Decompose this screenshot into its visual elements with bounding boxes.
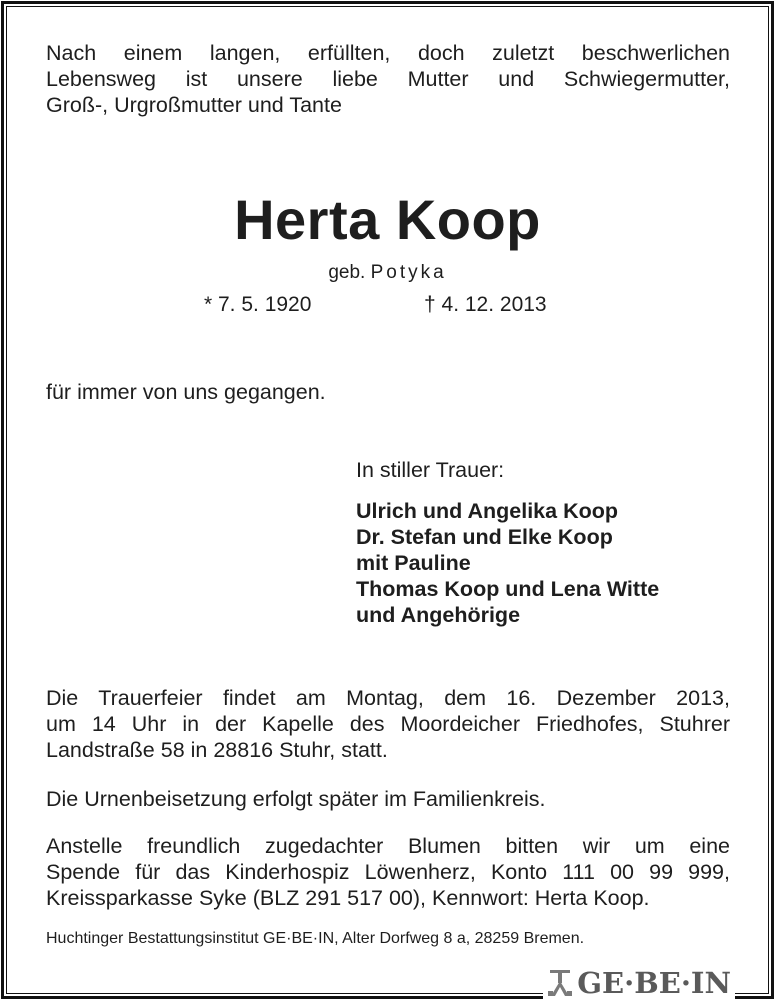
deceased-name: Herta Koop	[234, 188, 541, 251]
maiden-name: Potyka	[370, 262, 447, 283]
mourners-list	[356, 498, 659, 628]
funeral-home-address: Huchtinger Bestattungsinstitut GE·BE·IN, Alter Dorfweg 8 a, 28259 Bremen.	[46, 930, 585, 947]
mourner: Dr. Stefan und Elke Koop	[356, 525, 613, 549]
funeral-line: Landstraße 58 in 28816 Stuhr, statt.	[46, 738, 388, 762]
mourner: Ulrich und Angelika Koop	[356, 499, 618, 523]
intro-line: Nach einem langen, erfüllten, doch zuletzt beschwerlichen	[46, 41, 730, 65]
mourning-label: In stiller Trauer:	[356, 458, 505, 482]
mourner: mit Pauline	[356, 551, 471, 575]
gebein-logo	[543, 966, 735, 1000]
death-date: † 4. 12. 2013	[424, 293, 547, 316]
gebein-figure-icon	[547, 969, 573, 997]
intro-paragraph	[46, 40, 730, 118]
logo-text: GE·BE·IN	[577, 966, 731, 1000]
donation-paragraph	[46, 833, 730, 911]
funeral-line: um 14 Uhr in der Kapelle des Moordeicher Friedhofes, Stuhrer	[46, 712, 730, 736]
intro-line: Groß-, Urgroßmutter und Tante	[46, 93, 342, 117]
donation-line: Kreissparkasse Syke (BLZ 291 517 00), Kennwort: Herta Koop.	[46, 886, 650, 910]
urn-text: Die Urnenbeisetzung erfolgt später im Familienkreis.	[46, 787, 546, 811]
funeral-paragraph	[46, 685, 730, 763]
donation-line: Spende für das Kinderhospiz Löwenherz, Konto 111 00 99 999,	[46, 860, 730, 884]
mourner: und Angehörige	[356, 603, 521, 627]
funeral-line: Die Trauerfeier findet am Montag, dem 16. Dezember 2013,	[46, 686, 730, 710]
birth-date: * 7. 5. 1920	[204, 293, 312, 316]
intro-line: Lebensweg ist unsere liebe Mutter und Schwiegermutter,	[46, 67, 730, 91]
passed-text: für immer von uns gegangen.	[46, 380, 326, 404]
mourner: Thomas Koop und Lena Witte	[356, 577, 660, 601]
maiden-name-line	[0, 262, 775, 284]
maiden-prefix: geb.	[328, 262, 366, 283]
donation-line: Anstelle freundlich zugedachter Blumen bitten wir um eine	[46, 834, 730, 858]
